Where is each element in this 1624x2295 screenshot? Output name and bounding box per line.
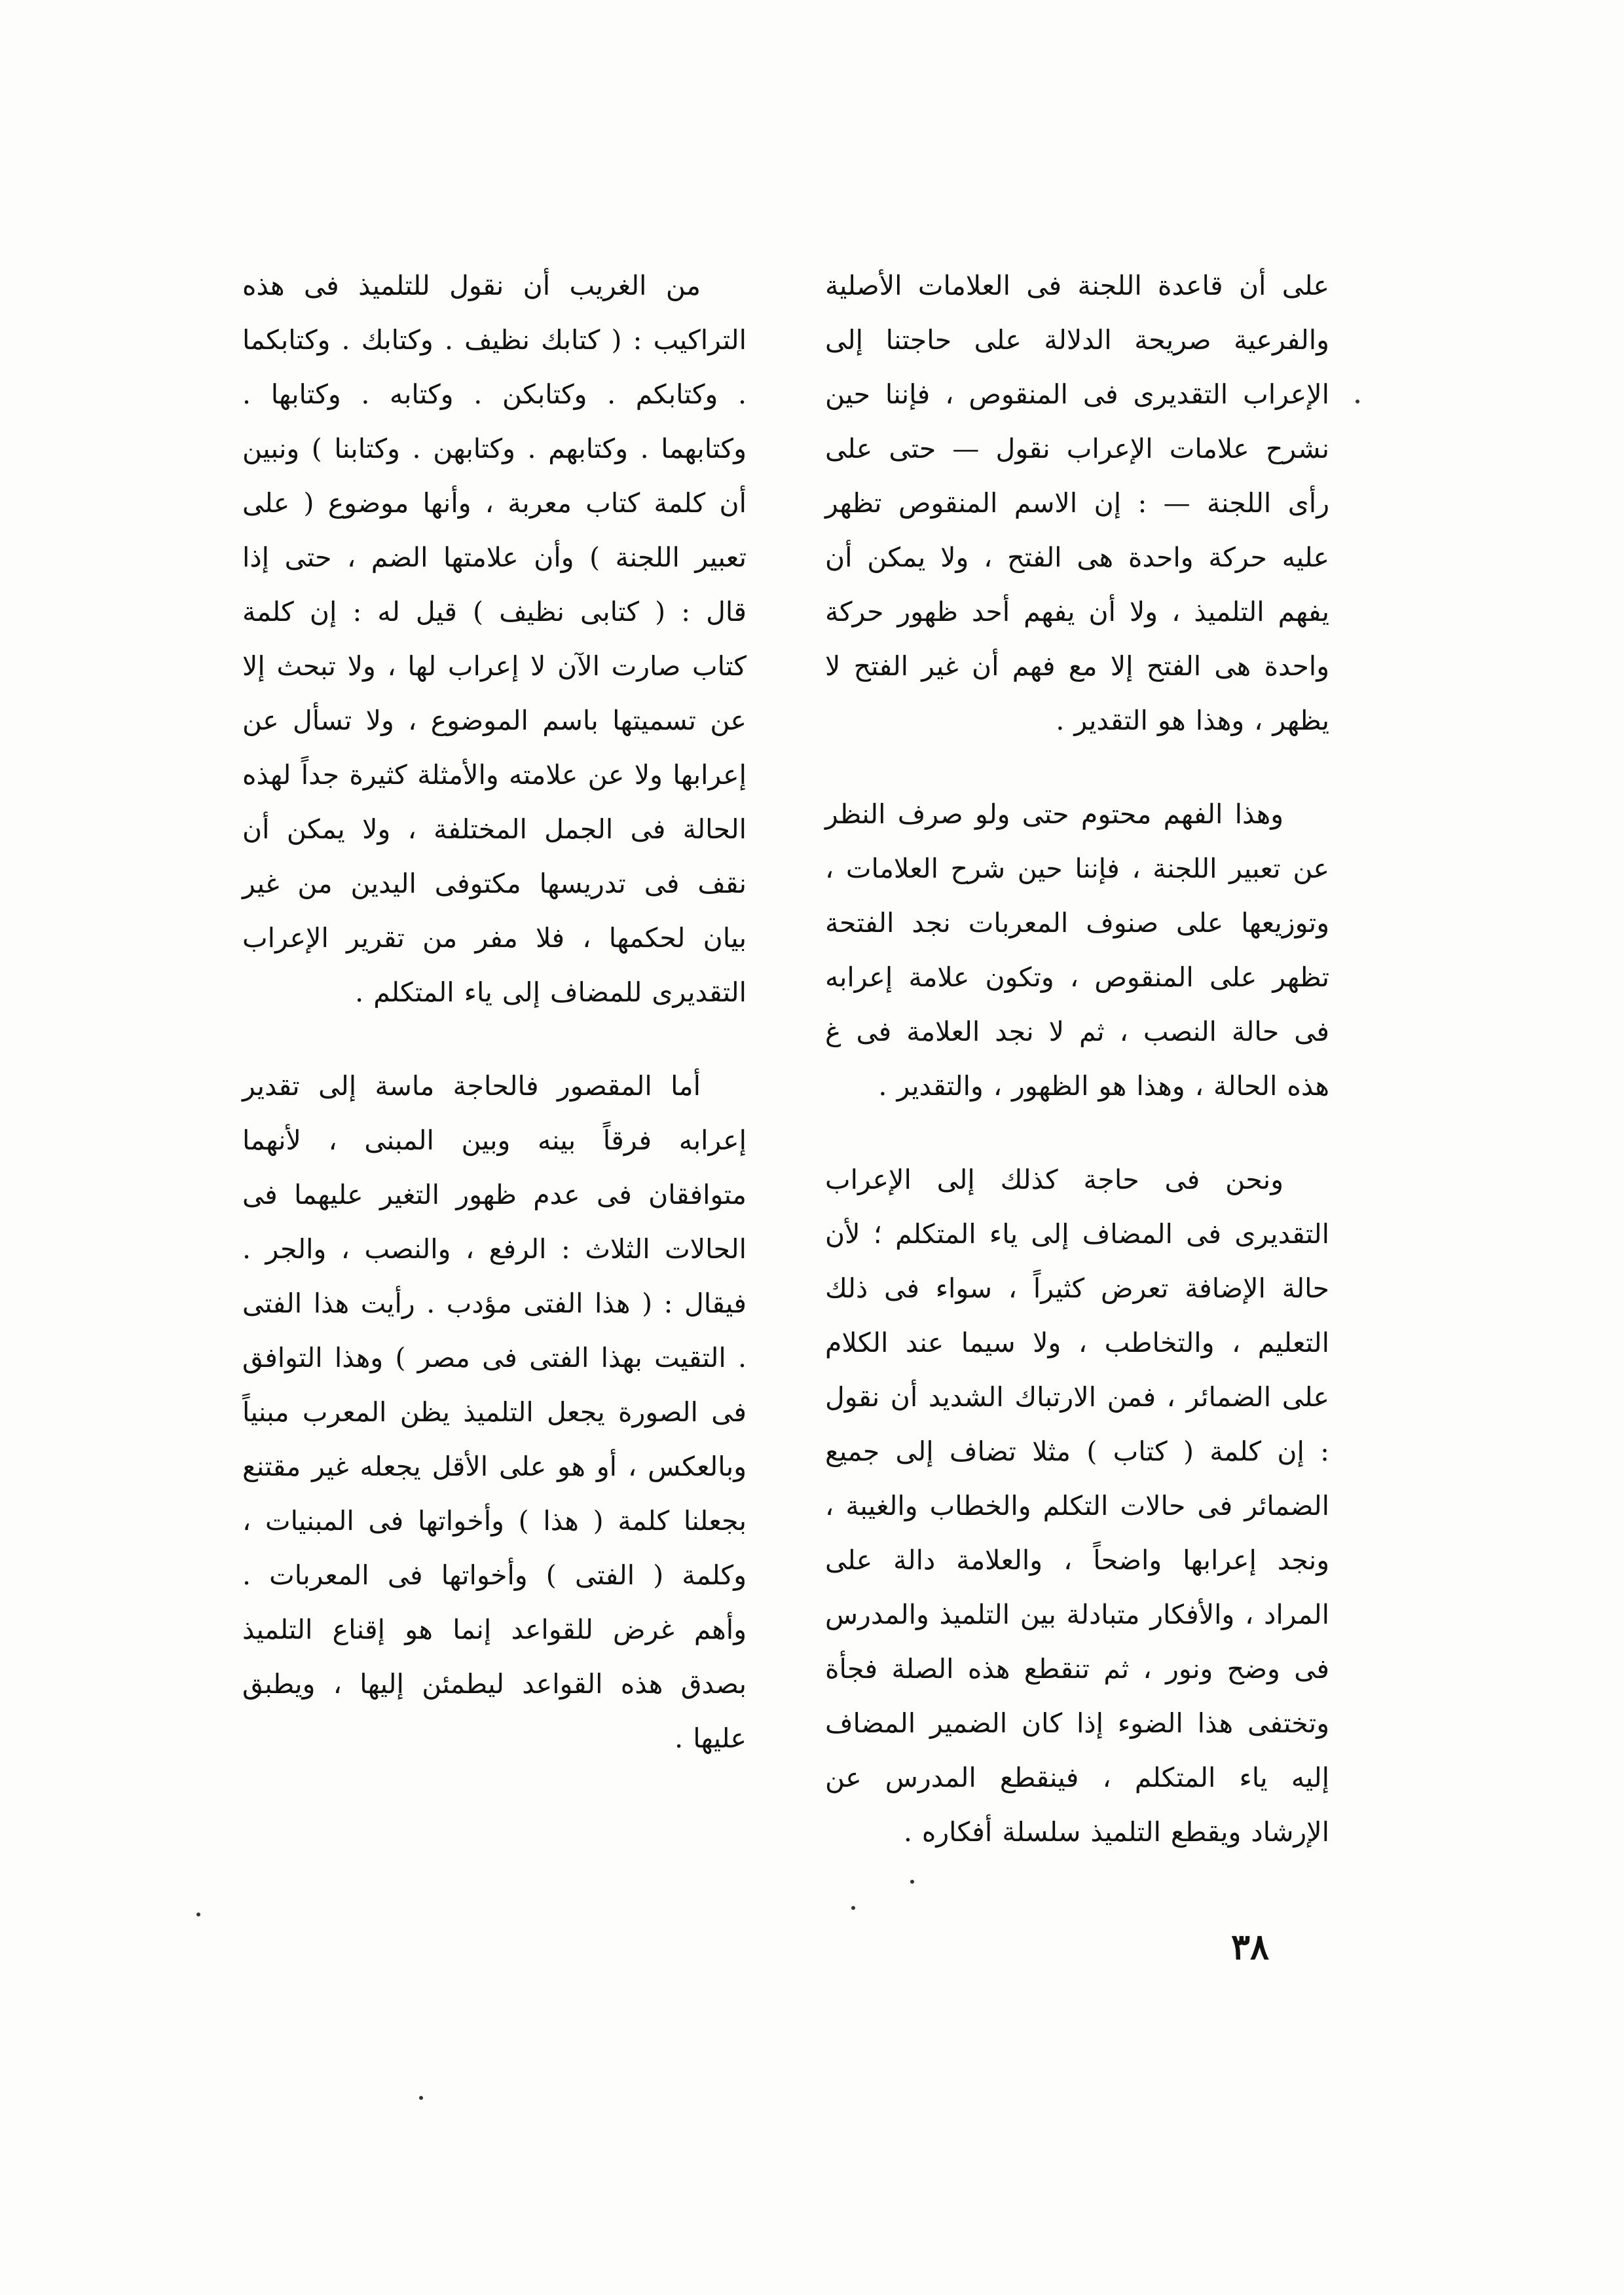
paragraph-right-1: على أن قاعدة اللجنة فى العلامات الأصلية والفرعية صريحة الدلالة على حاجتنا إلى الإعراب التقديرى فى المنقوص ، فإننا حين نشرح علامات الإعراب نقول — حتى على رأى اللجنة — : إن الاسم المنقوص تظهر عليه حركة واحدة هى الفتح ، ولا يمكن أن يفهم التلميذ ، ولا أن يفهم أحد ظهور حركة واحدة هى الفتح إلا مع فهم أن غير الفتح لا يظهر ، وهذا هو التقدير . <box>825 270 1329 736</box>
left-text-column <box>242 259 747 1766</box>
paragraph-right-3: ونحن فى حاجة كذلك إلى الإعراب التقديرى فى المضاف إلى ياء المتكلم ؛ لأن حالة الإضافة تعرض كثيراً ، سواء فى ذلك التعليم ، والتخاطب ، ولا سيما عند الكلام على الضمائر ، فمن الارتباك الشديد أن نقول : إن كلمة ( كتاب ) مثلا تضاف إلى جميع الضمائر فى حالات التكلم والخطاب والغيبة ، ونجد إعرابها واضحاً ، والعلامة دالة على المراد ، والأفكار متبادلة بين التلميذ والمدرس فى وضح ونور ، ثم تنقطع هذه الصلة فجأة وتختفى هذا الضوء إذا كان الضمير المضاف إليه ياء المتكلم ، فينقطع المدرس عن الإرشاد ويقطع التلميذ سلسلة أفكاره . <box>825 1164 1329 1848</box>
scan-speck <box>851 1906 855 1910</box>
scan-speck <box>419 2096 423 2100</box>
page-number: ٣٨ <box>1231 1926 1270 1968</box>
right-text-column <box>825 259 1329 1859</box>
paragraph-right-2: وهذا الفهم محتوم حتى ولو صرف النظر عن تعبير اللجنة ، فإننا حين شرح العلامات ، وتوزيعها على صنوف المعربات نجد الفتحة تظهر على المنقوص ، وتكون علامة إعرابه فى حالة النصب ، ثم لا نجد العلامة فى غ هذه الحالة ، وهذا هو الظهور ، والتقدير . <box>825 798 1329 1102</box>
scan-speck <box>1356 400 1359 403</box>
paragraph-left-2: أما المقصور فالحاجة ماسة إلى تقدير إعرابه فرقاً بينه وبين المبنى ، لأنهما متوافقان فى عدم ظهور التغير عليهما فى الحالات الثلاث : الرفع ، والنصب ، والجر . فيقال : ( هذا الفتى مؤدب . رأيت هذا الفتى . التقيت بهذا الفتى فى مصر ) وهذا التوافق فى الصورة يجعل التلميذ يظن المعرب مبنياً وبالعكس ، أو هو على الأقل يجعله غير مقتنع بجعلنا كلمة ( هذا ) وأخواتها فى المبنيات ، وكلمة ( الفتى ) وأخواتها فى المعربات . وأهم غرض للقواعد إنما هو إقناع التلميذ بصدق هذه القواعد ليطمئن إليها ، ويطبق عليها . <box>242 1070 747 1754</box>
scan-speck <box>910 1880 914 1884</box>
paragraph-left-1: من الغريب أن نقول للتلميذ فى هذه التراكيب : ( كتابك نظيف . وكتابك . وكتابكما . وكتابكم . وكتابكن . وكتابه . وكتابها . وكتابهما . وكتابهم . وكتابهن . وكتابنا ) ونبين أن كلمة كتاب معربة ، وأنها موضوع ( على تعبير اللجنة ) وأن علامتها الضم ، حتى إذا قال : ( كتابى نظيف ) قيل له : إن كلمة كتاب صارت الآن لا إعراب لها ، ولا تبحث إلا عن تسميتها باسم الموضوع ، ولا تسأل عن إعرابها ولا عن علامته والأمثلة كثيرة جداً لهذه الحالة فى الجمل المختلفة ، ولا يمكن أن نقف فى تدريسها مكتوفى اليدين من غير بيان لحكمها ، فلا مفر من تقرير الإعراب التقديرى للمضاف إلى ياء المتكلم . <box>242 270 747 1008</box>
scan-speck <box>196 1912 200 1916</box>
